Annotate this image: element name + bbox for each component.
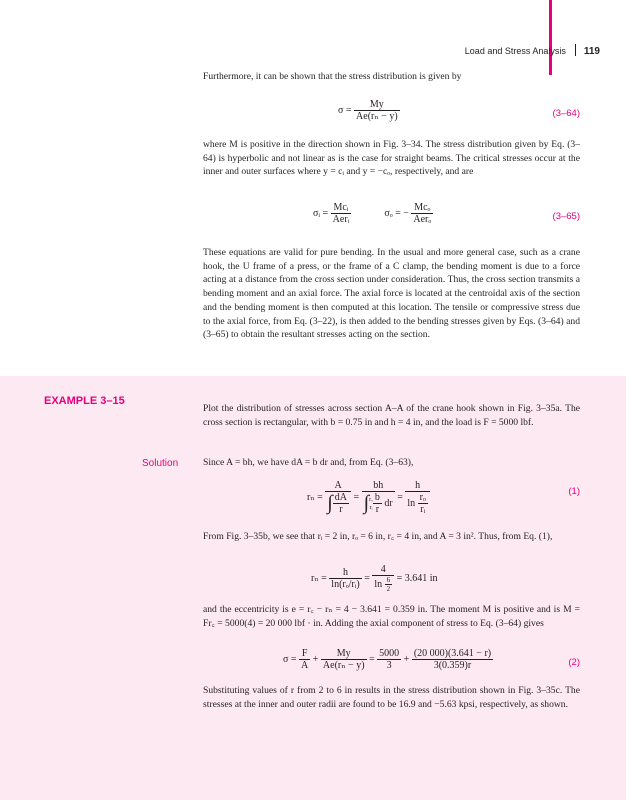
solution-label: Solution [142, 458, 179, 469]
equation-1: rₙ = A ∫ $\frac{dA}{r}$ = bh ∫ rₒ rᵢ $\frac{b}{r}$ dr = h ln $\frac{\text{rₒ}}{\text{rᵢ}}$ (1) [307, 480, 580, 515]
section-title: Load and Stress Analysis [464, 46, 566, 56]
header-divider [575, 44, 576, 56]
paragraph-1: Furthermore, it can be shown that the stress distribution is given by [203, 71, 462, 82]
equation-2: rₙ = $\frac{h}{\text{ln(rₒ/rᵢ)}}$ = 4 ln $\frac{6}{2}$ = 3.641 in [311, 564, 438, 593]
solution-line-3: and the eccentricity is e = r꜀ − rₙ = 4 − 3.641 = 0.359 in. The moment M is positive and is M = Fr꜀ = 5000(4) = 20 000 lbf · in. Adding the axial component of stress to Eq. (3–64) gives [203, 604, 580, 629]
running-header [465, 44, 600, 57]
equation-number: (3–65) [552, 211, 580, 222]
solution-line-4: Substituting values of r from 2 to 6 in results in the stress distribution shown in Fig. 3–35c. The stresses at the inner and outer radii are found to be 16.9 and −5.63 kpsi, respectively, as shown. [203, 685, 580, 710]
equation-3-65: σᵢ = $\frac{\text{Mcᵢ}}{\text{Aerᵢ}}$ σₒ = − $\frac{\text{Mcₒ}}{\text{Aerₒ}}$ (3–65) [313, 202, 580, 225]
solution-line-2: From Fig. 3–35b, we see that rᵢ = 2 in, rₒ = 6 in, r꜀ = 4 in, and A = 3 in². Thus, from Eq. (1), [203, 531, 553, 542]
paragraph-3: These equations are valid for pure bending. In the usual and more general case, such as a crane hook, the U frame of a press, or the frame of a C clamp, the bending moment is due to a force acting at a distance from the cross section under consideration. Thus, the cross section transmits a bending moment and an axial force. The axial force is located at the centroidal axis of the section and the bending moment is then computed at this location. The tensile or compressive stress due to the axial force, from Eq. (3–22), is then added to the bending stresses given by Eqs. (3–64) and (3–65) to obtain the resultant stresses acting on the section. [203, 247, 580, 341]
equation-number: (1) [568, 486, 580, 497]
paragraph-2: where M is positive in the direction shown in Fig. 3–34. The stress distribution given by Eq. (3–64) is hyperbolic and not linear as is the case for straight beams. The critical stresses occur at the inner and outer surfaces where y = cᵢ and y = −cₒ, respectively, and are [203, 139, 580, 178]
equation-number: (2) [568, 657, 580, 668]
equation-2-stress: σ = $\frac{F}{A}$ + $\frac{My}{\text{Ae(rₙ − y)}}$ = $\frac{5000}{3}$ + $\frac{(20 000)(3.641 - r)}{3(0.359)r}$ (2) [283, 648, 580, 671]
equation-3-64: σ = $\frac{My}{\text{Ae(rₙ − y)}}$ (3–64) [338, 99, 580, 122]
equation-number: (3–64) [552, 108, 580, 119]
solution-line-1: Since A = bh, we have dA = b dr and, from Eq. (3–63), [203, 457, 414, 468]
example-label: EXAMPLE 3–15 [44, 395, 125, 407]
page-number: 119 [583, 46, 600, 57]
margin-rule [549, 0, 552, 75]
example-text: Plot the distribution of stresses across section A–A of the crane hook shown in Fig. 3–35a. The cross section is rectangular, with b = 0.75 in and h = 4 in, and the load is F = 5000 lbf. [203, 403, 580, 428]
